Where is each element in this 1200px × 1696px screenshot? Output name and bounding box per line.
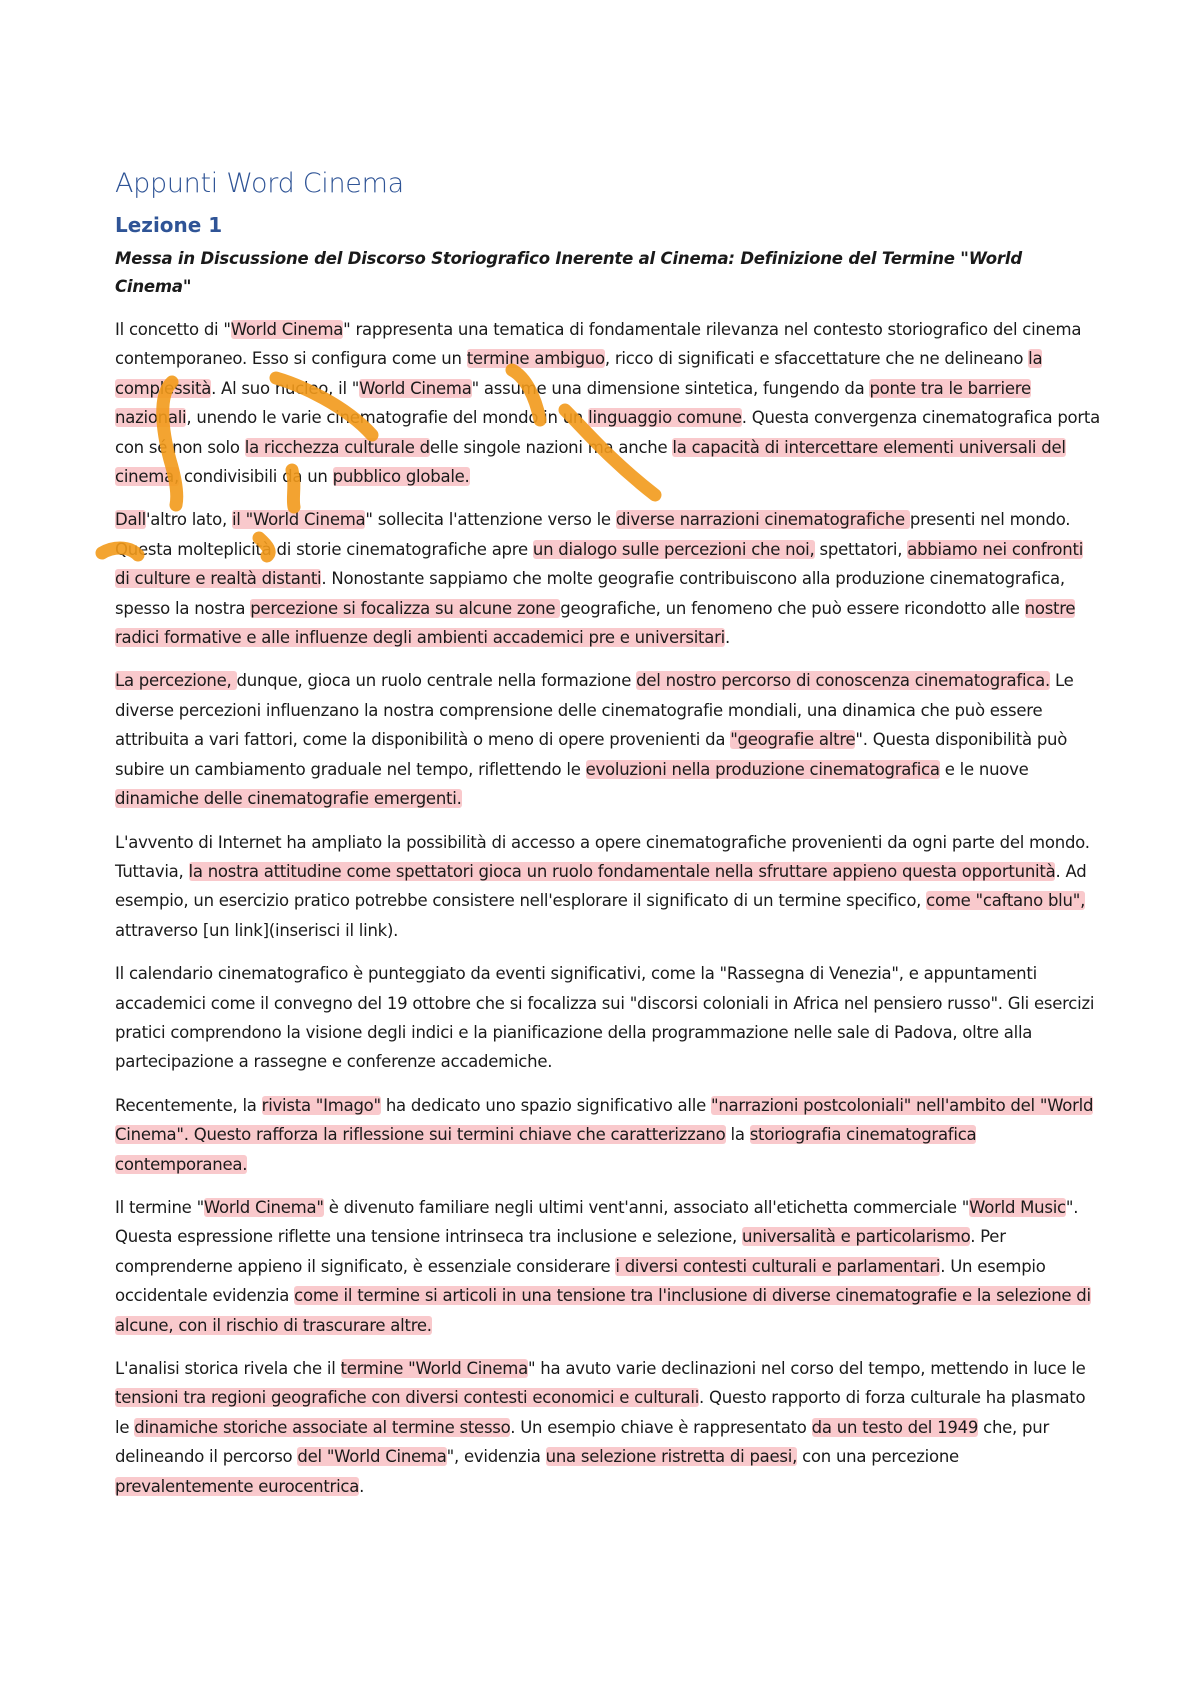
text-run: , ricco di significati e sfaccettature che ne delineano <box>604 349 1029 369</box>
highlighted-text: una selezione ristretta di paesi, <box>545 1447 798 1467</box>
text-run: . Un esempio chiave è rappresentato <box>510 1417 812 1437</box>
lesson-subtitle: Lezione 1 <box>115 213 223 237</box>
text-run: ", evidenzia <box>446 1447 546 1467</box>
text-run: ". Questa espressione riflette una tensione intrinseca tra inclusione e selezione, <box>115 1197 1079 1247</box>
text-run: " ha avuto varie declinazioni nel corso del tempo, mettendo in luce le <box>527 1359 1086 1378</box>
highlighted-text: il "World Cinema <box>231 510 366 530</box>
text-run: attraverso [un link](inserisci il link). <box>115 920 399 940</box>
text-run: che, pur delineando il percorso <box>115 1417 1050 1467</box>
highlighted-text: un dialogo sulle percezioni che noi, <box>532 539 815 559</box>
text-run: geografiche, un fenomeno che può essere ricondotto alle <box>560 598 1025 618</box>
text-run: elle singole nazioni ma anche <box>429 437 673 457</box>
highlighted-text: diverse narrazioni cinematografiche <box>615 510 910 530</box>
text-run: " rappresenta una tematica di fondamentale rilevanza nel contesto storiografico del cinema contemporaneo. Esso si configura come un <box>115 320 1082 369</box>
highlighted-text: rivista "Imago" <box>261 1095 381 1115</box>
highlighted-text: World Cinema <box>359 378 472 398</box>
text-run: condivisibili da un <box>178 467 333 487</box>
highlighted-text: del "World Cinema <box>297 1447 447 1467</box>
highlighted-text: la complessità <box>115 349 1043 398</box>
text-run: . Al suo nucleo, il " <box>211 378 360 398</box>
highlighted-text: termine "World Cinema <box>340 1359 528 1378</box>
highlighted-text: come il termine si articoli in una tensione tra l'inclusione di diverse cinematografie e la selezione di alcune, con il rischio di trascurare altre. <box>115 1286 1091 1335</box>
highlighted-text: la capacità di intercettare elementi universali del cinema, <box>115 437 1066 487</box>
highlighted-text: abbiamo nei confronti di culture e realtà distanti <box>115 539 1084 589</box>
text-run: L'analisi storica rivela che il <box>115 1359 341 1378</box>
document-title: Appunti Word Cinema <box>115 168 404 199</box>
highlighted-text: la nostra attitudine come spettatori gioca un ruolo fondamentale nella sfruttare appieno questa opportunità <box>188 861 1056 881</box>
text-run: Le diverse percezioni influenzano la nostra comprensione delle cinematografie mondiali, una dinamica che può essere attribuita a vari fattori, come la disponibilità o meno di opere provenienti da <box>115 671 1074 750</box>
paragraph <box>115 959 1100 1077</box>
highlighted-text: dinamiche storiche associate al termine stesso <box>134 1417 511 1437</box>
text-run: e le nuove <box>939 759 1029 779</box>
highlighted-text: linguaggio comune <box>588 408 742 428</box>
highlighted-text: nostre radici formative e alle influenze degli ambienti accademici pre e universitari <box>115 598 1076 648</box>
text-run: 'altro lato, <box>146 510 232 530</box>
paragraph <box>115 828 1100 946</box>
text-run: , unendo le varie cinematografie del mondo in un <box>186 408 589 428</box>
text-run: L'avvento di Internet ha ampliato la possibilità di accesso a opere cinematografiche provenienti da ogni parte del mondo. Tuttavia, <box>115 832 1090 881</box>
text-run: . Nonostante sappiamo che molte geografie contribuiscono alla produzione cinematografica, spesso la nostra <box>115 569 1065 618</box>
highlighted-text: come "caftano blu", <box>926 891 1086 911</box>
highlighted-text: del nostro percorso di conoscenza cinematografica. <box>636 671 1050 691</box>
document-page <box>115 168 1100 1515</box>
text-run: Il concetto di " <box>115 320 231 339</box>
text-run: Recentemente, la <box>115 1095 262 1115</box>
paragraph <box>115 1193 1100 1340</box>
text-run: . <box>359 1476 365 1496</box>
highlighted-text: da un testo del 1949 <box>811 1417 979 1437</box>
highlighted-text: la ricchezza culturale d <box>244 437 430 457</box>
section-heading: Messa in Discussione del Discorso Storiografico Inerente al Cinema: Definizione del Termine "World Cinema" <box>115 249 1022 296</box>
text-run: " sollecita l'attenzione verso le <box>365 510 616 530</box>
highlighted-text: "geografie altre <box>730 730 856 750</box>
highlighted-text: percezione si focalizza su alcune zone <box>250 598 561 618</box>
text-run: " assume una dimensione sintetica, fungendo da <box>471 378 870 398</box>
document-body <box>115 315 1100 1501</box>
paragraph <box>115 666 1100 813</box>
text-run: con una percezione <box>797 1447 959 1467</box>
text-run: . Un esempio occidentale evidenzia <box>115 1256 1046 1306</box>
highlighted-text: storiografia cinematografica contemporanea. <box>115 1125 977 1174</box>
text-run: . Questa convergenza cinematografica porta con sé non solo <box>115 408 1101 457</box>
text-run: ". Questa disponibilità può subire un cambiamento graduale nel tempo, riflettendo le <box>115 730 1068 779</box>
highlighted-text: tensioni tra regioni geografiche con diversi contesti economici e culturali <box>115 1388 700 1408</box>
highlighted-text: World Music <box>969 1197 1066 1217</box>
highlighted-text: La percezione, <box>115 671 237 691</box>
text-run: . Per comprenderne appieno il significato, è essenziale considerare <box>115 1227 1006 1276</box>
highlighted-text: World Cinema <box>230 320 344 339</box>
highlighted-text: Dall <box>115 510 146 530</box>
highlighted-text: i diversi contesti culturali e parlamentari <box>615 1256 941 1276</box>
paragraph <box>115 1091 1100 1179</box>
text-run: ha dedicato uno spazio significativo alle <box>380 1095 711 1115</box>
text-run: . Questo rapporto di forza culturale ha plasmato le <box>115 1388 1086 1437</box>
text-run: . <box>725 628 731 648</box>
highlighted-text: universalità e particolarismo <box>742 1227 971 1247</box>
paragraph <box>115 315 1100 491</box>
highlighted-text: ponte tra le barriere nazionali <box>115 378 1031 428</box>
text-run: Il termine " <box>115 1197 204 1217</box>
highlighted-text: dinamiche delle cinematografie emergenti. <box>115 789 462 809</box>
highlighted-text: pubblico globale. <box>332 467 470 487</box>
highlighted-text: termine ambiguo <box>466 349 605 369</box>
paragraph <box>115 505 1100 652</box>
text-run: la <box>725 1125 750 1145</box>
text-run: presenti nel mondo. Questa molteplicità di storie cinematografiche apre <box>115 510 1071 559</box>
text-run: è divenuto familiare negli ultimi vent'anni, associato all'etichetta commerciale " <box>323 1197 970 1217</box>
highlighted-text: evoluzioni nella produzione cinematografica <box>585 759 940 779</box>
text-run: Il calendario cinematografico è punteggiato da eventi significativi, come la "Rassegna di Venezia", e appuntamenti accademici come il convegno del 19 ottobre che si focalizza sui "discorsi coloniali in Africa nel pensiero russo". Gli esercizi pratici comprendono la visione degli indici e la pianificazione della programmazione nelle sale di Padova, oltre alla partecipazione a rassegne e conferenze accademiche. <box>115 964 1095 1072</box>
highlighted-text: World Cinema" <box>203 1197 324 1217</box>
paragraph <box>115 1354 1100 1501</box>
text-run: spettatori, <box>814 539 908 559</box>
highlighted-text: "narrazioni postcoloniali" nell'ambito del "World Cinema". Questo rafforza la riflessione sui termini chiave che caratterizzano <box>115 1095 1094 1145</box>
highlighted-text: prevalentemente eurocentrica <box>115 1476 360 1496</box>
text-run: . Ad esempio, un esercizio pratico potrebbe consistere nell'esplorare il significato di un termine specifico, <box>115 861 1087 911</box>
text-run: dunque, gioca un ruolo centrale nella formazione <box>236 671 637 691</box>
